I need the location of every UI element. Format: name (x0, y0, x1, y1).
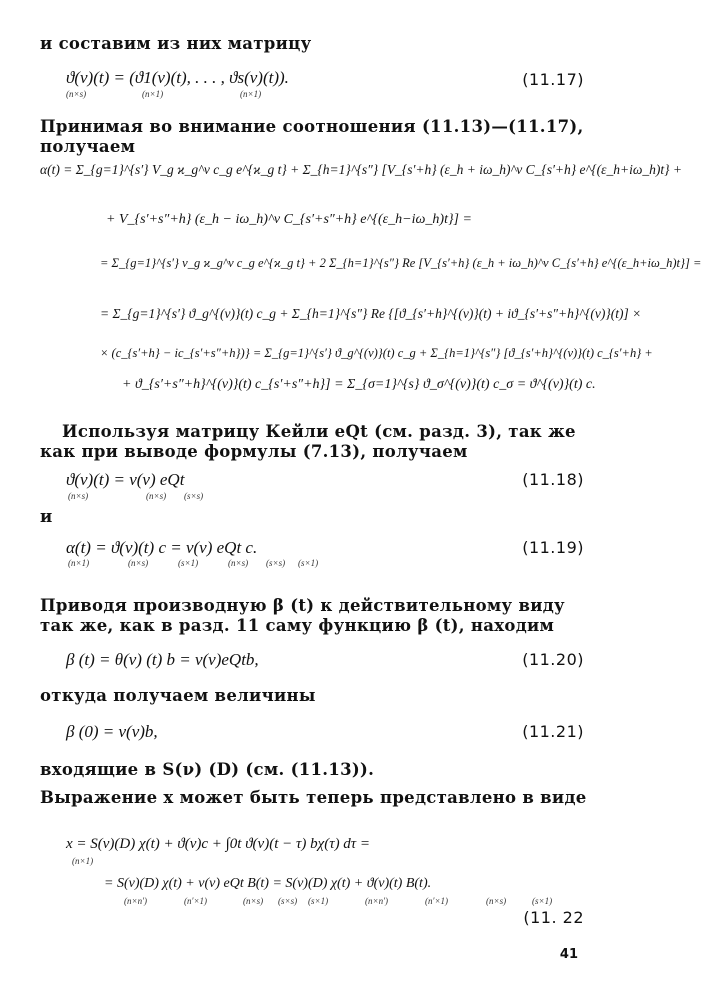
equation-alpha-line-6: + ϑ_{s′+s″+h}^{(ν)}(t) c_{s′+s″+h}] = Σ_{σ=1}^{s} ϑ_σ^{(ν)}(t) c_σ = ϑ^{(ν)}(t) c. (122, 377, 596, 392)
text-paragraph: Используя матрицу Кейли eQt (см. разд. 3), так же как при выводе формулы (7.13), получаем (40, 422, 576, 461)
dimension-label: (n×n′) (124, 896, 148, 906)
dimension-label: (n′×1) (184, 896, 208, 906)
equation-11-22-line-1: x = S(ν)(D) χ(t) + ϑ(ν)c + ∫0t ϑ(ν)(t − τ) bχ(τ) dτ = (66, 836, 371, 852)
text-paragraph: и составим из них матрицу (40, 34, 312, 53)
dimension-label: (n×s) (146, 491, 167, 501)
dimension-label: (s×s) (266, 558, 286, 568)
text-paragraph: Выражение x может быть теперь представлено в виде (40, 788, 587, 807)
equation-alpha-line-3: = Σ_{g=1}^{s′} v_g ϰ_g^ν c_g e^{ϰ_g t} + 2 Σ_{h=1}^{s″} Re [V_{s′+h} (ε_h + iω_h)^ν C_{s′+h} e^{(ε_h+iω_h)t}] = (100, 256, 701, 270)
equation-11-18: ϑ(ν)(t) = v(ν) eQt (66, 470, 185, 489)
equation-alpha-line-2: + V_{s′+s″+h} (ε_h − iω_h)^ν C_{s′+s″+h} e^{(ε_h−iω_h)t}] = (106, 212, 472, 227)
dimension-label: (n×n′) (365, 896, 389, 906)
dimension-label: (s×1) (298, 558, 319, 568)
text-paragraph: откуда получаем величины (40, 686, 316, 705)
dimension-label: (s×1) (178, 558, 199, 568)
dimension-label: (s×s) (278, 896, 298, 906)
equation-11-21: β (0) = v(ν)b, (66, 722, 158, 741)
page-number: 41 (559, 947, 578, 962)
dimension-label: (s×1) (532, 896, 553, 906)
equation-alpha-line-5: × (c_{s′+h} − ic_{s′+s″+h})} = Σ_{g=1}^{s′} ϑ_g^{(ν)}(t) c_g + Σ_{h=1}^{s″} [ϑ_{s′+h}^{(ν)}(t) c_{s′+h} + (100, 346, 653, 360)
dimension-label: (n×1) (142, 89, 164, 99)
equation-number: (11.21) (522, 722, 584, 741)
equation-number: (11.17) (522, 70, 584, 89)
text-paragraph: Приводя производную β (t) к действительному виду так же, как в разд. 11 саму функцию β (t), находим (40, 596, 565, 635)
dimension-label: (n′×1) (425, 896, 449, 906)
dimension-label: (n×1) (68, 558, 90, 568)
dimension-label: (n×s) (243, 896, 264, 906)
dimension-label: (n×s) (128, 558, 149, 568)
dimension-label: (n×s) (68, 491, 89, 501)
dimension-label: (n×1) (240, 89, 262, 99)
dimension-label: (n×1) (72, 856, 94, 866)
equation-alpha-line-4: = Σ_{g=1}^{s′} ϑ_g^{(ν)}(t) c_g + Σ_{h=1}^{s″} Re {[ϑ_{s′+h}^{(ν)}(t) + iϑ_{s′+s″+h}^{(ν)}(t)] × (100, 306, 642, 321)
equation-11-17: ϑ(ν)(t) = (ϑ1(ν)(t), . . . , ϑs(ν)(t)). (66, 68, 289, 87)
dimension-label: (n×s) (486, 896, 507, 906)
equation-11-20: β (t) = θ(ν) (t) b = v(ν)eQtb, (66, 650, 259, 669)
equation-number: (11. 22 (523, 908, 584, 927)
equation-number: (11.19) (522, 538, 584, 557)
dimension-label: (s×s) (184, 491, 204, 501)
text-paragraph: входящие в S(ν) (D) (см. (11.13)). (40, 760, 375, 779)
equation-11-22-line-2: = S(ν)(D) χ(t) + v(ν) eQt B(t) = S(ν)(D) χ(t) + ϑ(ν)(t) B(t). (104, 876, 432, 891)
dimension-label: (s×1) (308, 896, 329, 906)
text-paragraph: Принимая во внимание соотношения (11.13)—(11.17), получаем (40, 117, 584, 156)
dimension-label: (n×s) (66, 89, 87, 99)
equation-number: (11.18) (522, 470, 584, 489)
dimension-label: (n×s) (228, 558, 249, 568)
text-paragraph: и (40, 507, 53, 526)
equation-alpha-line-1: α(t) = Σ_{g=1}^{s′} V_g ϰ_g^ν c_g e^{ϰ_g t} + Σ_{h=1}^{s″} [V_{s′+h} (ε_h + iω_h)^ν C_{s′+h} e^{(ε_h+iω_h)t} + (40, 162, 682, 177)
equation-number: (11.20) (522, 650, 584, 669)
equation-11-19: α(t) = ϑ(ν)(t) c = v(ν) eQt c. (66, 538, 258, 557)
